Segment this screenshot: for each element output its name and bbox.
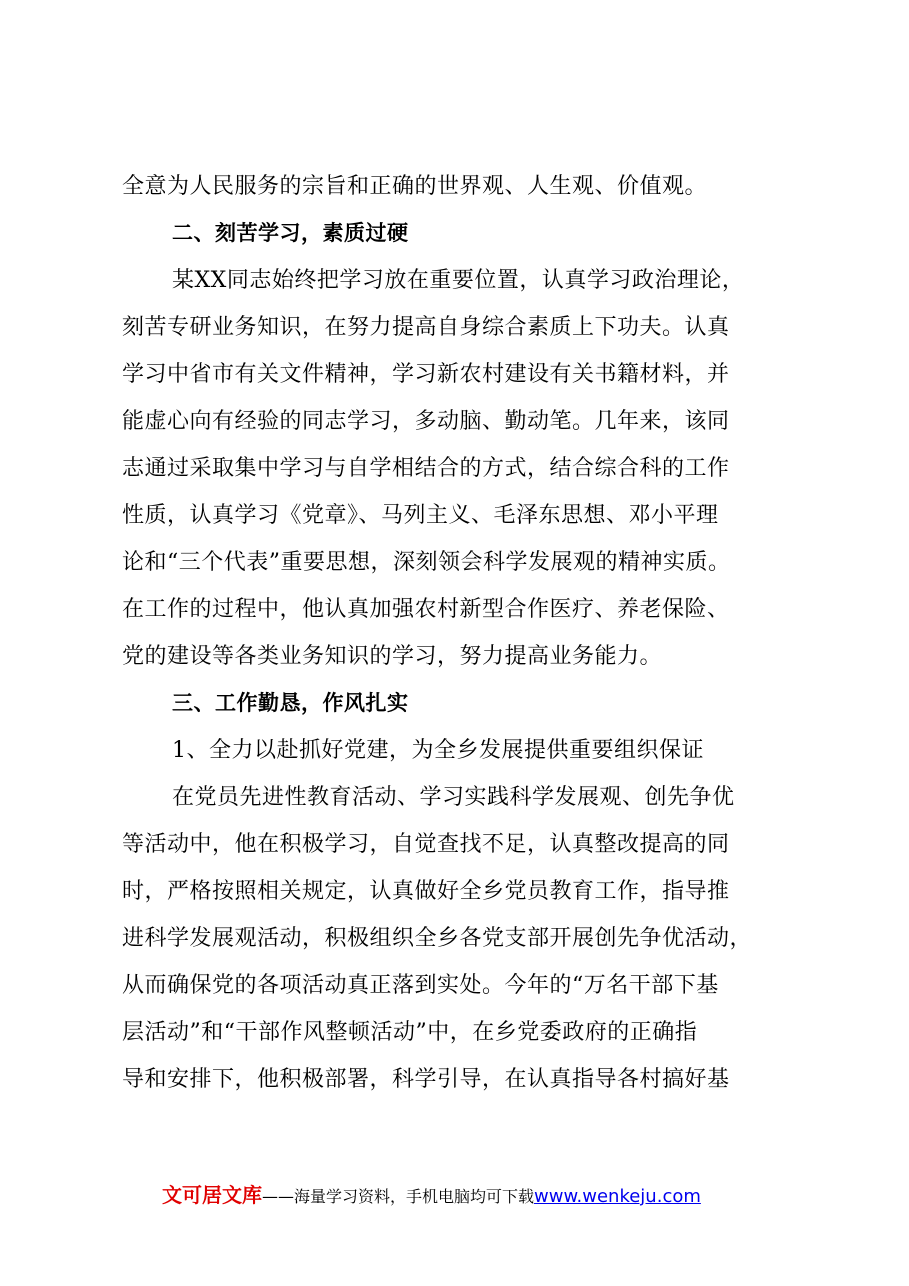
section-heading-2: 二、刻苦学习，素质过硬 <box>172 221 409 245</box>
paragraph-line: 党的建设等各类业务知识的学习，努力提高业务能力。 <box>122 644 663 669</box>
footer-link[interactable]: www.wenkeju.com <box>534 1186 701 1207</box>
paragraph-line: 论和“三个代表”重要思想，深刻领会科学发展观的精神实质。 <box>122 550 731 575</box>
section-heading-3: 三、工作勤恳，作风扎实 <box>172 691 409 715</box>
paragraph-line: 全意为人民服务的宗旨和正确的世界观、人生观、价值观。 <box>122 174 708 199</box>
paragraph-line: 志通过采取集中学习与自学相结合的方式，结合综合科的工作 <box>122 456 730 481</box>
paragraph-line: 从而确保党的各项活动真正落到实处。今年的“万名干部下基 <box>122 973 719 998</box>
paragraph-line: 层活动”和“干部作风整顿活动”中，在乡党委政府的正确指 <box>122 1020 698 1045</box>
paragraph-line: 进科学发展观活动，积极组织全乡各党支部开展创先争优活动， <box>122 926 753 951</box>
paragraph-line: 等活动中，他在积极学习，自觉查找不足，认真整改提高的同 <box>122 832 730 857</box>
document-body <box>122 163 802 1103</box>
subsection-heading-1: 1、全力以赴抓好党建，为全乡发展提供重要组织保证 <box>172 738 704 763</box>
paragraph-line: 能虚心向有经验的同志学习，多动脑、勤动笔。几年来，该同 <box>122 409 730 434</box>
paragraph-line: 导和安排下，他积极部署，科学引导，在认真指导各村搞好基 <box>122 1067 730 1092</box>
footer-slogan: ——海量学习资料，手机电脑均可下载 <box>262 1187 535 1206</box>
paragraph-line: 某XX同志始终把学习放在重要位置，认真学习政治理论， <box>172 268 745 293</box>
footer-brand: 文可居文库 <box>162 1183 262 1207</box>
paragraph-line: 时，严格按照相关规定，认真做好全乡党员教育工作，指导推 <box>122 879 730 904</box>
paragraph-line: 性质，认真学习《党章》、马列主义、毛泽东思想、邓小平理 <box>122 503 719 528</box>
paragraph-line: 在工作的过程中，他认真加强农村新型合作医疗、养老保险、 <box>122 597 730 622</box>
paragraph-line: 在党员先进性教育活动、学习实践科学发展观、创先争优 <box>172 785 735 810</box>
paragraph-line: 刻苦专研业务知识，在努力提高自身综合素质上下功夫。认真 <box>122 315 730 340</box>
footer-banner <box>162 1180 802 1210</box>
paragraph-line: 学习中省市有关文件精神，学习新农村建设有关书籍材料，并 <box>122 362 730 387</box>
